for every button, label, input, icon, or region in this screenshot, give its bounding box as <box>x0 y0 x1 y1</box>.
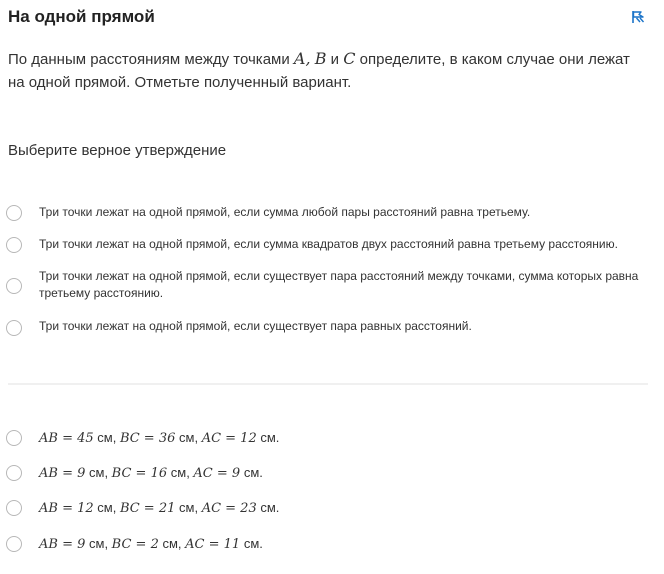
radio-button[interactable] <box>6 500 22 516</box>
bc-distance: BC = 36 <box>119 431 176 446</box>
task-conjunction: и <box>330 51 340 68</box>
variant-option[interactable] <box>6 535 656 553</box>
variant-text: AB = 9 см, BC = 16 см, AC = 9 см. <box>39 465 263 481</box>
radio-button[interactable] <box>6 205 22 221</box>
ac-distance: AC = 12 <box>201 431 257 446</box>
unit-label: см <box>162 536 178 551</box>
variant-option[interactable] <box>6 499 656 517</box>
point-c-variable: C <box>343 49 356 68</box>
ac-distance: AC = 11 <box>185 537 241 552</box>
statement-text: Три точки лежат на одной прямой, если существует пара равных расстояний. <box>39 319 472 333</box>
radio-button[interactable] <box>6 430 22 446</box>
question-subtitle: Выберите верное утверждение <box>8 142 227 159</box>
point-b-variable: B <box>314 49 327 68</box>
statement-option[interactable] <box>6 204 656 222</box>
unit-label: см <box>260 430 276 445</box>
radio-button[interactable] <box>6 536 22 552</box>
variant-text: AB = 9 см, BC = 2 см, AC = 11 см. <box>39 536 263 552</box>
unit-label: см <box>179 430 195 445</box>
task-text <box>8 47 648 94</box>
page-title: На одной прямой <box>8 7 155 26</box>
unit-label: см <box>89 465 105 480</box>
task-text-before: По данным расстояниям между точками <box>8 51 294 68</box>
ab-distance: AB = 12 <box>39 501 94 516</box>
unit-label: см <box>89 536 105 551</box>
bc-distance: BC = 16 <box>111 466 168 481</box>
statement-text: Три точки лежат на одной прямой, если сумма квадратов двух расстояний равна третьему расстоянию. <box>39 237 618 251</box>
ac-distance: AC = 9 <box>193 466 241 481</box>
unit-label: см <box>97 500 113 515</box>
unit-label: см <box>97 430 113 445</box>
unit-label: см <box>243 465 260 480</box>
radio-button[interactable] <box>6 278 22 294</box>
unit-label: см <box>170 465 187 480</box>
statement-text: Три точки лежат на одной прямой, если существует пара расстояний между точками, сумма которых равна третьему расстоянию. <box>39 269 639 300</box>
ac-distance: AC = 23 <box>201 501 257 516</box>
ab-distance: AB = 9 <box>39 466 86 481</box>
bc-distance: BC = 21 <box>119 501 176 516</box>
unit-label: см <box>260 500 276 515</box>
radio-button[interactable] <box>6 320 22 336</box>
variant-text: AB = 12 см, BC = 21 см, AC = 23 см. <box>39 500 280 516</box>
section-divider <box>8 383 648 385</box>
radio-button[interactable] <box>6 465 22 481</box>
statement-option[interactable] <box>6 236 656 254</box>
variant-text: AB = 45 см, BC = 36 см, AC = 12 см. <box>39 430 280 446</box>
statement-text: Три точки лежат на одной прямой, если сумма любой пары расстояний равна третьему. <box>39 205 531 219</box>
flag-icon[interactable] <box>631 10 645 24</box>
bc-distance: BC = 2 <box>111 537 159 552</box>
statement-option[interactable] <box>6 268 656 302</box>
point-a-variable: A, <box>293 49 311 68</box>
variant-option[interactable] <box>6 464 656 482</box>
task-text-after: определите, в каком случае они лежат на одной прямой. Отметьте полученный вариант. <box>8 51 630 91</box>
statement-option[interactable] <box>6 318 656 336</box>
variant-option[interactable] <box>6 429 656 447</box>
unit-label: см <box>243 536 260 551</box>
ab-distance: AB = 9 <box>39 537 86 552</box>
ab-distance: AB = 45 <box>39 431 94 446</box>
unit-label: см <box>179 500 195 515</box>
radio-button[interactable] <box>6 237 22 253</box>
